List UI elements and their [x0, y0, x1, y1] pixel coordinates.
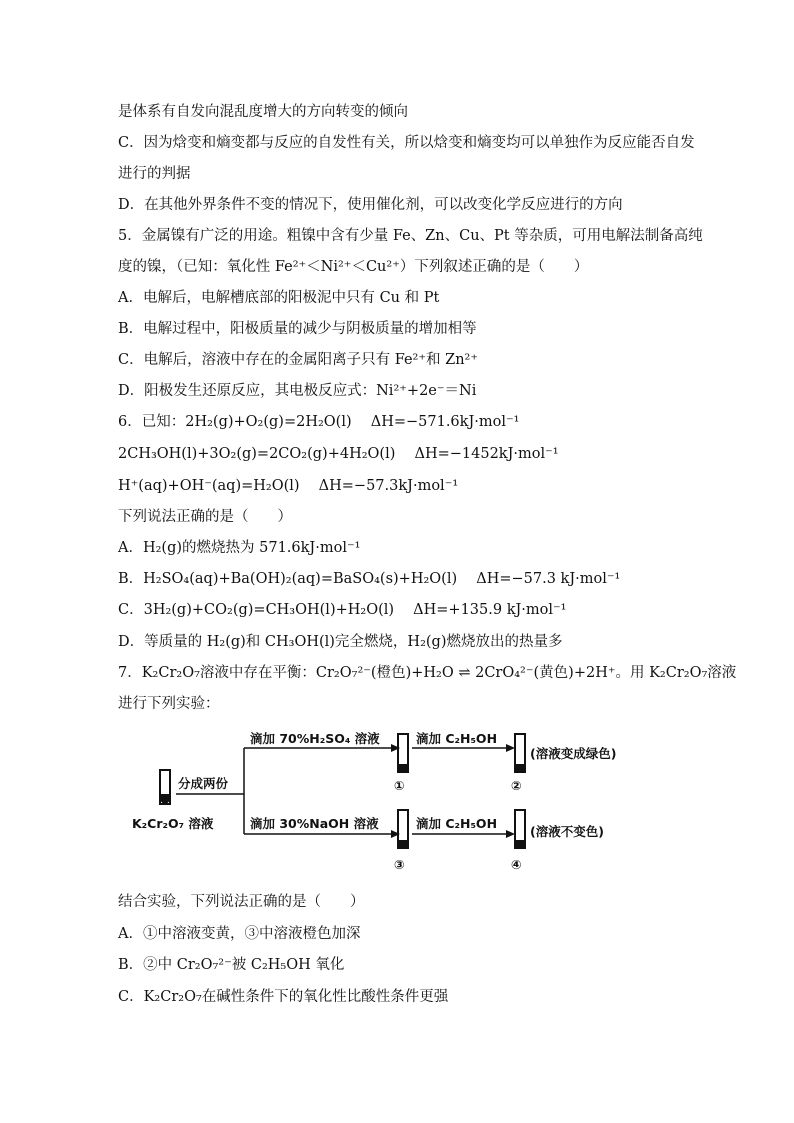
question-7-stem: 7．K₂Cr₂O₇溶液中存在平衡：Cr₂O₇²⁻(橙色)+H₂O ⇌ 2CrO₄²⁻(黄色)+2H⁺。用 K₂Cr₂O₇溶液: [118, 665, 737, 681]
q7-option-b: B．②中 Cr₂O₇²⁻被 C₂H₅OH 氧化: [118, 957, 345, 973]
question-5-stem: 度的镍，（已知：氧化性 Fe²⁺＜Ni²⁺＜Cu²⁺）下列叙述正确的是（ ）: [118, 259, 589, 275]
tube-2-label: ②: [511, 778, 522, 793]
question-7-stem: 进行下列实验：: [118, 696, 220, 712]
bottom-step1-label: 滴加 30%NaOH 溶液: [250, 816, 379, 831]
q7-option-a: A．①中溶液变黄，③中溶液橙色加深: [118, 926, 361, 942]
q5-option-c: C．电解后，溶液中存在的金属阳离子只有 Fe²⁺和 Zn²⁺: [118, 352, 479, 368]
start-label: K₂Cr₂O₇ 溶液: [132, 816, 214, 831]
test-tube-4: [515, 810, 525, 849]
split-label: 分成两份: [178, 776, 229, 791]
start-test-tube: [160, 770, 170, 804]
experiment-diagram: [126, 728, 646, 876]
text-line: 是体系有自发向混乱度增大的方向转变的倾向: [118, 104, 408, 120]
equation-line: 2CH₃OH(l)+3O₂(g)=2CO₂(g)+4H₂O(l) ΔH=−1452kJ·mol⁻¹: [118, 446, 559, 462]
q6-option-a: A．H₂(g)的燃烧热为 571.6kJ·mol⁻¹: [118, 540, 361, 556]
q5-option-a: A．电解后，电解槽底部的阳极泥中只有 Cu 和 Pt: [118, 290, 440, 306]
tube-3-label: ③: [394, 857, 405, 872]
test-tube-1: [398, 734, 408, 773]
question-6-prompt: 下列说法正确的是（ ）: [118, 509, 292, 525]
q5-option-b: B．电解过程中，阳极质量的减少与阴极质量的增加相等: [118, 321, 477, 337]
q5-option-d: D．阳极发生还原反应，其电极反应式：Ni²⁺+2e⁻＝Ni: [118, 383, 477, 399]
bottom-result-label: (溶液不变色): [530, 824, 604, 839]
question-6-stem: 6．已知：2H₂(g)+O₂(g)=2H₂O(l) ΔH=−571.6kJ·mol⁻¹: [118, 414, 520, 430]
q6-option-b: B．H₂SO₄(aq)+Ba(OH)₂(aq)=BaSO₄(s)+H₂O(l) ΔH=−57.3 kJ·mol⁻¹: [118, 571, 621, 587]
tube-1-label: ①: [394, 778, 405, 793]
question-7-prompt: 结合实验，下列说法正确的是（ ）: [118, 894, 365, 910]
bottom-step2-label: 滴加 C₂H₅OH: [416, 816, 498, 831]
top-step2-label: 滴加 C₂H₅OH: [416, 731, 498, 746]
top-step1-label: 滴加 70%H₂SO₄ 溶液: [250, 731, 380, 746]
top-result-label: (溶液变成绿色): [530, 746, 617, 761]
q7-option-c: C．K₂Cr₂O₇在碱性条件下的氧化性比酸性条件更强: [118, 989, 449, 1005]
text-line: 进行的判据: [118, 166, 191, 182]
tube-4-label: ④: [511, 857, 522, 872]
question-5-stem: 5．金属镍有广泛的用途。粗镍中含有少量 Fe、Zn、Cu、Pt 等杂质，可用电解法制备高纯: [118, 228, 703, 244]
test-tube-2: [515, 734, 525, 773]
q6-option-c: C．3H₂(g)+CO₂(g)=CH₃OH(l)+H₂O(l) ΔH=+135.9 kJ·mol⁻¹: [118, 602, 567, 618]
equation-line: H⁺(aq)+OH⁻(aq)=H₂O(l) ΔH=−57.3kJ·mol⁻¹: [118, 478, 459, 494]
test-tube-3: [398, 810, 408, 849]
q6-option-d: D．等质量的 H₂(g)和 CH₃OH(l)完全燃烧，H₂(g)燃烧放出的热量多: [118, 634, 563, 650]
option-c-line: C．因为焓变和熵变都与反应的自发性有关，所以焓变和熵变均可以单独作为反应能否自发: [118, 135, 695, 151]
option-d-line: D．在其他外界条件不变的情况下，使用催化剂，可以改变化学反应进行的方向: [118, 197, 623, 213]
